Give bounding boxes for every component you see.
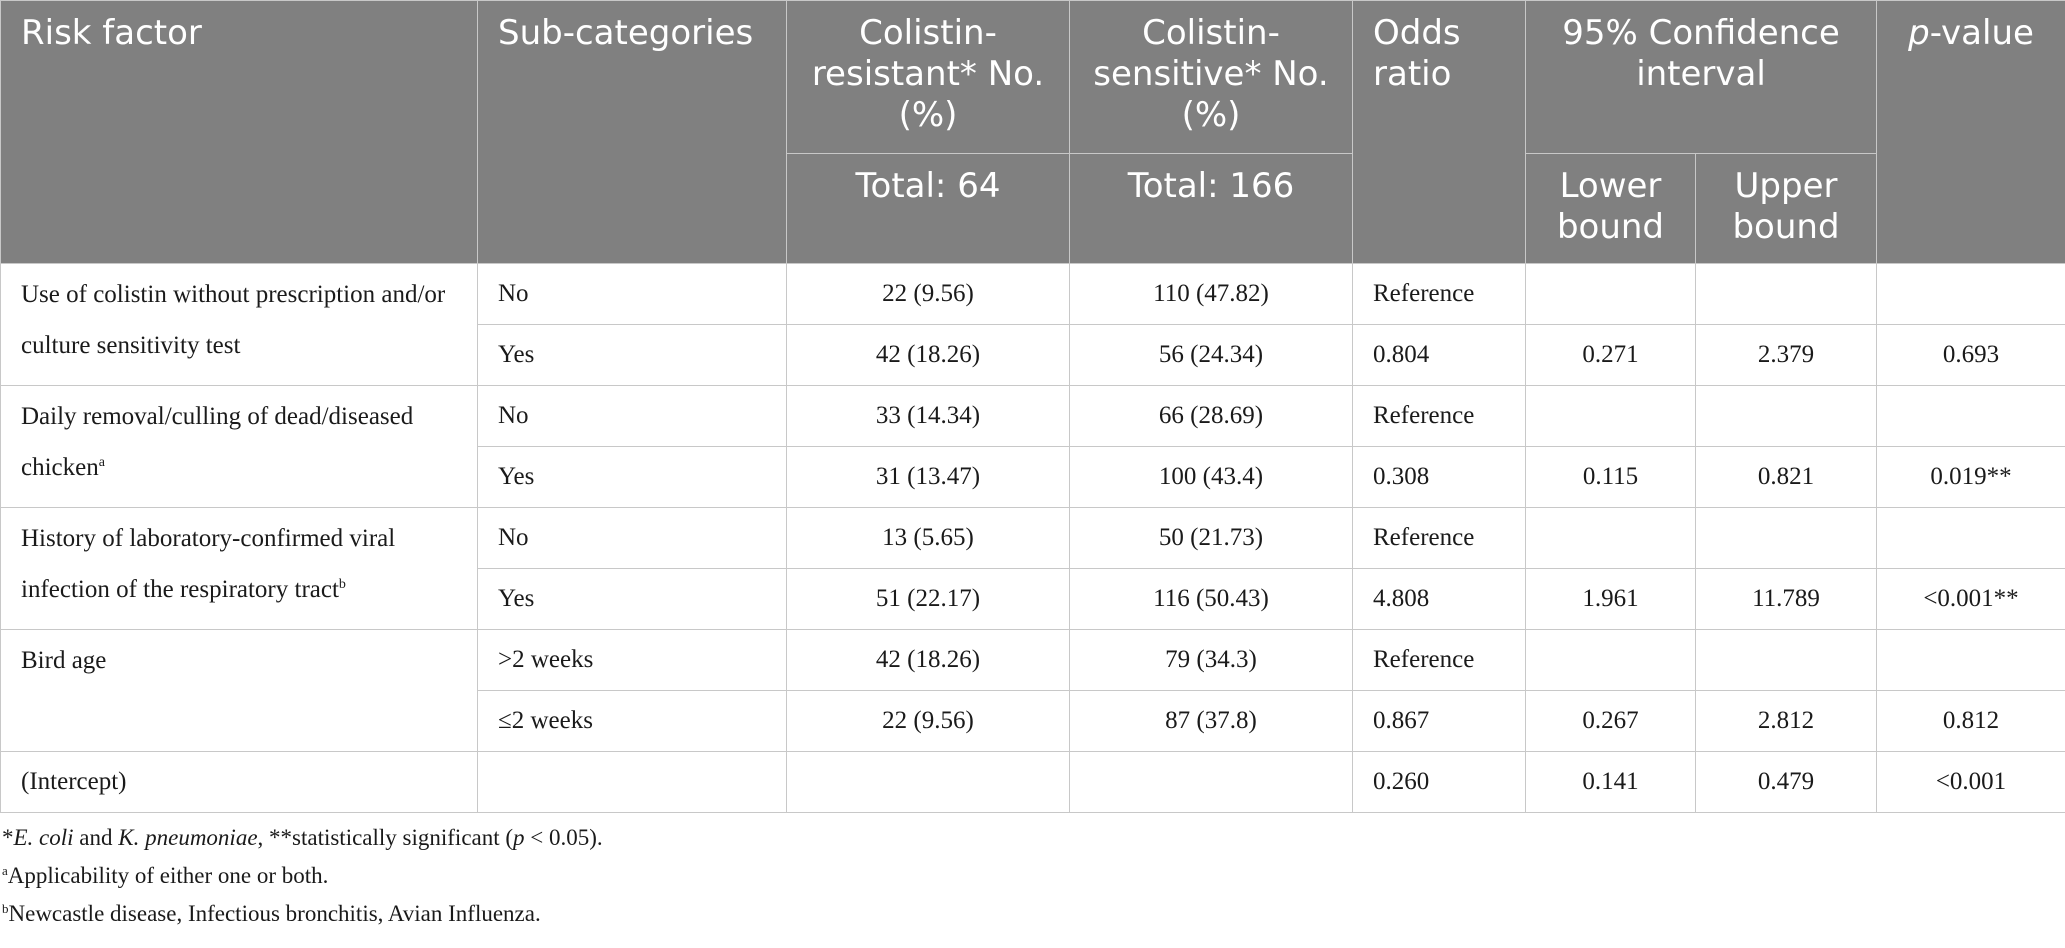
lower-bound-cell: 0.141 (1526, 752, 1696, 813)
upper-bound-cell (1696, 386, 1877, 447)
footnote-b (2, 895, 2065, 933)
footnote-b-mark: b (2, 901, 9, 916)
upper-bound-cell: 0.479 (1696, 752, 1877, 813)
p-value-cell: <0.001 (1877, 752, 2065, 813)
table-footnotes (0, 819, 2065, 933)
table-body (1, 264, 2065, 813)
sensitive-cell: 56 (24.34) (1070, 325, 1353, 386)
upper-bound-cell (1696, 264, 1877, 325)
resistant-cell: 31 (13.47) (787, 447, 1070, 508)
p-value-italic: p (1908, 13, 1930, 53)
upper-bound-cell: 2.379 (1696, 325, 1877, 386)
p-value-cell: 0.019** (1877, 447, 2065, 508)
table-row-intercept (1, 752, 2065, 813)
lower-bound-cell: 0.271 (1526, 325, 1696, 386)
risk-factor-cell (1, 508, 478, 630)
upper-bound-cell (1696, 630, 1877, 691)
footnote-p: p (513, 825, 525, 850)
footnote-marker: a (98, 455, 105, 470)
resistant-cell: 22 (9.56) (787, 264, 1070, 325)
table-row (1, 386, 2065, 447)
odds-ratio-cell: 0.867 (1353, 691, 1526, 752)
odds-ratio-cell: Reference (1353, 630, 1526, 691)
p-value-suffix: -value (1929, 13, 2034, 53)
footnote-ecoli: E. coli (13, 825, 74, 850)
upper-bound-cell: 2.812 (1696, 691, 1877, 752)
header-lower-bound: Lower bound (1526, 154, 1696, 264)
header-upper-bound: Upper bound (1696, 154, 1877, 264)
header-odds-ratio: Odds ratio (1353, 1, 1526, 264)
odds-ratio-cell: 0.308 (1353, 447, 1526, 508)
p-value-cell (1877, 264, 2065, 325)
lower-bound-cell (1526, 508, 1696, 569)
odds-ratio-cell: Reference (1353, 508, 1526, 569)
footnote-a-mark: a (2, 863, 8, 878)
resistant-cell: 42 (18.26) (787, 630, 1070, 691)
odds-ratio-cell: 0.260 (1353, 752, 1526, 813)
risk-factor-cell: (Intercept) (1, 752, 478, 813)
resistant-cell: 51 (22.17) (787, 569, 1070, 630)
p-value-cell: 0.693 (1877, 325, 2065, 386)
header-resistant-total: Total: 64 (787, 154, 1070, 264)
lower-bound-cell: 0.267 (1526, 691, 1696, 752)
header-p-value (1877, 1, 2065, 264)
sensitive-cell (1070, 752, 1353, 813)
sub-category-cell (478, 752, 787, 813)
odds-ratio-cell: 0.804 (1353, 325, 1526, 386)
upper-bound-cell: 0.821 (1696, 447, 1877, 508)
lower-bound-cell: 0.115 (1526, 447, 1696, 508)
resistant-cell: 42 (18.26) (787, 325, 1070, 386)
sub-category-cell: ≤2 weeks (478, 691, 787, 752)
resistant-cell: 13 (5.65) (787, 508, 1070, 569)
lower-bound-cell (1526, 386, 1696, 447)
risk-factor-cell (1, 630, 478, 752)
sub-category-cell: Yes (478, 447, 787, 508)
footnote-star (2, 819, 2065, 857)
footnote-and: and (73, 825, 119, 850)
p-value-cell: <0.001** (1877, 569, 2065, 630)
footnote-kpneumoniae: K. pneumoniae (118, 825, 258, 850)
footnote-marker: b (338, 577, 346, 592)
odds-ratio-cell: 4.808 (1353, 569, 1526, 630)
sub-category-cell: No (478, 386, 787, 447)
table-row (1, 630, 2065, 691)
lower-bound-cell (1526, 264, 1696, 325)
table-row (1, 508, 2065, 569)
header-confidence-interval: 95% Confidence interval (1526, 1, 1877, 154)
footnote-a-text: Applicability of either one or both. (7, 863, 329, 888)
upper-bound-cell (1696, 508, 1877, 569)
sensitive-cell: 79 (34.3) (1070, 630, 1353, 691)
risk-factor-text: Use of colistin without prescription and/or culture sensitivity test (21, 281, 446, 359)
p-value-cell: 0.812 (1877, 691, 2065, 752)
odds-ratio-cell: Reference (1353, 386, 1526, 447)
footnote-star-mark: * (2, 825, 14, 850)
upper-bound-cell: 11.789 (1696, 569, 1877, 630)
resistant-cell: 33 (14.34) (787, 386, 1070, 447)
risk-factor-cell (1, 264, 478, 386)
footnote-sig-end: < 0.05). (524, 825, 603, 850)
sub-category-cell: Yes (478, 569, 787, 630)
sensitive-cell: 116 (50.43) (1070, 569, 1353, 630)
sensitive-cell: 66 (28.69) (1070, 386, 1353, 447)
sensitive-cell: 100 (43.4) (1070, 447, 1353, 508)
resistant-cell (787, 752, 1070, 813)
sensitive-cell: 50 (21.73) (1070, 508, 1353, 569)
odds-ratio-cell: Reference (1353, 264, 1526, 325)
p-value-cell (1877, 386, 2065, 447)
table-row (1, 264, 2065, 325)
header-risk-factor: Risk factor (1, 1, 478, 264)
table-header (1, 1, 2065, 264)
risk-factor-text: History of laboratory-confirmed viral infection of the respiratory tract (21, 525, 396, 603)
footnote-a (2, 857, 2065, 895)
header-colistin-resistant: Colistin-resistant* No. (%) (787, 1, 1070, 154)
sensitive-cell: 87 (37.8) (1070, 691, 1353, 752)
sub-category-cell: Yes (478, 325, 787, 386)
lower-bound-cell: 1.961 (1526, 569, 1696, 630)
risk-factor-text: Bird age (21, 647, 107, 674)
sub-category-cell: >2 weeks (478, 630, 787, 691)
sub-category-cell: No (478, 508, 787, 569)
sensitive-cell: 110 (47.82) (1070, 264, 1353, 325)
header-colistin-sensitive: Colistin-sensitive* No. (%) (1070, 1, 1353, 154)
p-value-cell (1877, 630, 2065, 691)
sub-category-cell: No (478, 264, 787, 325)
resistant-cell: 22 (9.56) (787, 691, 1070, 752)
header-sensitive-total: Total: 166 (1070, 154, 1353, 264)
p-value-cell (1877, 508, 2065, 569)
header-sub-categories: Sub-categories (478, 1, 787, 264)
footnote-b-text: Newcastle disease, Infectious bronchitis, Avian Influenza. (8, 901, 541, 926)
risk-factor-text: Daily removal/culling of dead/diseased chicken (21, 403, 414, 481)
lower-bound-cell (1526, 630, 1696, 691)
risk-factor-cell (1, 386, 478, 508)
footnote-sig-text: , **statistically significant ( (257, 825, 514, 850)
